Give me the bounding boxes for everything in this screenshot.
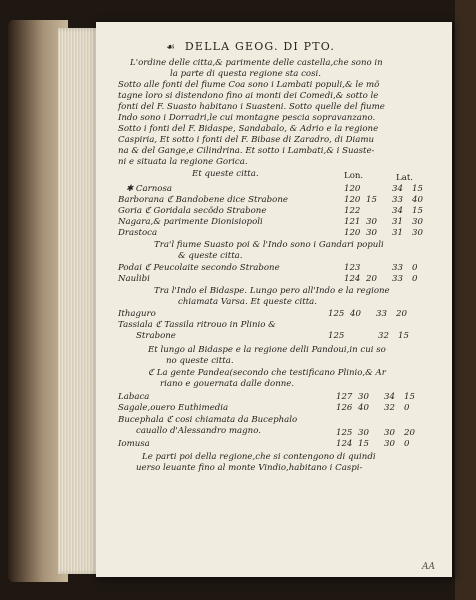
running-header (166, 40, 376, 54)
lon-deg: 120 (344, 195, 361, 205)
text-line: chiamata Varsa. Et queste citta. (178, 297, 318, 307)
lat-deg: 30 (384, 428, 395, 438)
text-line: Tra l'Indo el Bidaspe. Lungo pero all'Indo e la regione (154, 286, 390, 296)
lon-header: Lon. (344, 171, 364, 181)
city-name: Sagale,ouero Euthimedia (118, 403, 229, 413)
lon-min: 30 (358, 392, 369, 402)
text-line: Caspiria, Et sotto i fonti del F. Bibase di Zaradro, di Diamu (118, 135, 375, 145)
city-name: Naulibi (118, 274, 150, 284)
lat-deg: 31 (392, 217, 403, 227)
text-line: tagne loro si distendono fino ai monti dei Comedi,& sotto le (118, 91, 379, 101)
city-name: Nagara,& parimente Dionisiopoli (118, 217, 263, 227)
lon-deg: 120 (344, 228, 361, 238)
text-line: L'ordine delle citta,& parimente delle castella,che sono in (130, 58, 383, 68)
lat-min: 0 (412, 274, 418, 284)
text-line: ni e situata la regione Gorica. (118, 157, 248, 167)
text-line: Le parti poi della regione,che si contengono di quindi (142, 452, 376, 462)
table-intro: Et queste citta. (192, 169, 259, 179)
lat-deg: 33 (376, 309, 387, 319)
lat-deg: 31 (392, 228, 403, 238)
lon-deg: 125 (328, 331, 345, 341)
lat-deg: 30 (384, 439, 395, 449)
city-name: Tassiala ℭ Tassila ritrouo in Plinio & (118, 320, 276, 330)
text-line: Tra'l fiume Suasto poi & l'Indo sono i Gandari populi (154, 240, 384, 250)
lat-min: 15 (412, 184, 423, 194)
text-line: Et lungo al Bidaspe e la regione delli Pandoui,in cui so (148, 345, 386, 355)
lat-min: 0 (404, 403, 410, 413)
lat-deg: 34 (392, 206, 403, 216)
lon-min: 30 (358, 428, 369, 438)
text-line: riano e gouernata dalle donne. (160, 379, 295, 389)
background-edge (455, 0, 476, 600)
lon-min: 15 (366, 195, 377, 205)
lat-deg: 33 (392, 195, 403, 205)
lat-min: 15 (404, 392, 415, 402)
city-name: Labaca (118, 392, 150, 402)
lon-min: 15 (358, 439, 369, 449)
lon-deg: 122 (344, 206, 361, 216)
text-line: la parte di questa regione sta cosi. (170, 68, 321, 79)
city-name: Strabone (136, 331, 176, 341)
lon-deg: 126 (336, 403, 353, 413)
fleuron-icon: ☙ (166, 42, 177, 53)
lat-min: 30 (412, 217, 423, 227)
city-name: Drastoca (118, 228, 158, 238)
city-name: Podai ℭ Peucolaite secondo Strabone (118, 263, 280, 273)
lon-min: 20 (366, 274, 377, 284)
lat-min: 15 (412, 206, 423, 216)
text-line: na & del Gange,e Cilindrina. Et sotto i Lambati,& i Suaste- (118, 146, 375, 156)
text-line: Indo sono i Dorradri,le cui montagne pescia sopravanzano. (118, 113, 376, 123)
lon-min: 40 (358, 403, 369, 413)
lat-header: Lat. (396, 173, 414, 183)
lat-deg: 33 (392, 274, 403, 284)
city-name: cauallo d'Alessandro magno. (136, 426, 261, 436)
city-name: Barborana ℭ Bandobene dice Strabone (118, 195, 288, 205)
text-line: ℭ La gente Pandea(secondo che testificano Plinio,& Ar (148, 368, 386, 378)
lat-min: 20 (396, 309, 407, 319)
city-name: Bucephala ℭ cosi chiamata da Bucephalo (118, 415, 298, 425)
lon-min: 30 (366, 228, 377, 238)
lat-deg: 32 (384, 403, 395, 413)
lon-min: 30 (366, 217, 377, 227)
text-line: & queste citta. (178, 251, 243, 261)
text-line: fonti del F. Suasto habitano i Suasteni. Sotto quelle del fiume (118, 102, 385, 112)
lat-deg: 33 (392, 263, 403, 273)
signature-mark: AA (422, 562, 435, 572)
lon-deg: 123 (344, 263, 361, 273)
lat-deg: 32 (378, 331, 389, 341)
lat-min: 20 (404, 428, 415, 438)
book-page (96, 22, 452, 577)
city-name: ✱ Carnosa (126, 184, 172, 194)
lat-min: 15 (398, 331, 409, 341)
text-line: no queste citta. (166, 356, 234, 366)
lon-deg: 124 (344, 274, 361, 284)
lon-deg: 120 (344, 184, 361, 194)
city-name: Ithaguro (118, 309, 156, 319)
lon-deg: 121 (344, 217, 361, 227)
lon-min: 40 (350, 309, 361, 319)
lon-deg: 124 (336, 439, 353, 449)
city-name: Goria ℭ Goridala secõdo Strabone (118, 206, 267, 216)
text-line: Sotto alle fonti del fiume Coa sono i Lambati populi,& le mõ (118, 80, 380, 90)
lon-deg: 125 (328, 309, 345, 319)
lat-min: 40 (412, 195, 423, 205)
lon-deg: 127 (336, 392, 353, 402)
city-name: Iomusa (118, 439, 150, 449)
text-line: uerso leuante fino al monte Vindio,habitano i Caspi- (136, 463, 363, 473)
lat-deg: 34 (384, 392, 395, 402)
lat-deg: 34 (392, 184, 403, 194)
page-title: DELLA GEOG. DI PTO. (184, 40, 336, 53)
lat-min: 30 (412, 228, 423, 238)
text-line: Sotto i fonti del F. Bidaspe, Sandabalo, & Adrio e la regione (118, 124, 379, 134)
lat-min: 0 (412, 263, 418, 273)
lon-deg: 125 (336, 428, 353, 438)
lat-min: 0 (404, 439, 410, 449)
